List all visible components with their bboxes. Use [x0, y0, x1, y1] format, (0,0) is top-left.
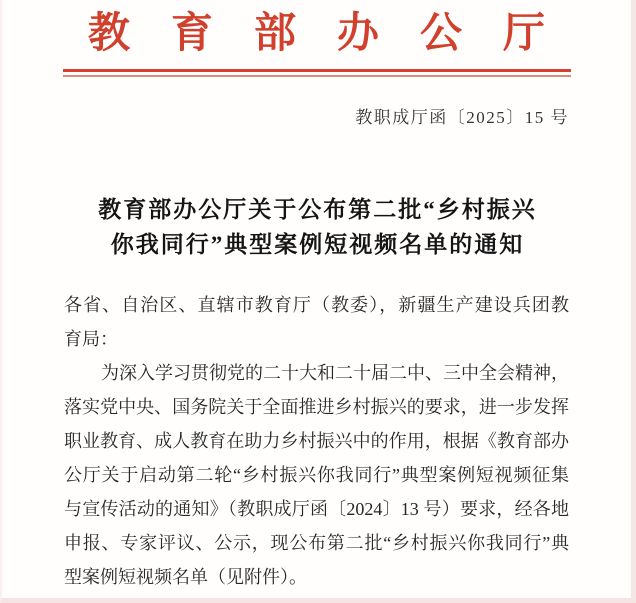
text-line: 型案例短视频名单（见附件）。: [64, 567, 307, 587]
notice-body: [64, 288, 569, 594]
notice-title-line-1: 教育部办公厅关于公布第二批“乡村振兴: [98, 197, 537, 222]
notice-paragraph: [64, 356, 569, 594]
text-line: 公厅关于启动第二轮“乡村振兴你我同行”典型案例短视频征集: [64, 465, 569, 485]
text-line: 职业教育、成人教育在助力乡村振兴中的作用，根据《教育部办: [64, 431, 569, 451]
text-line: 育局：: [64, 329, 118, 349]
red-divider-thin-rule: [63, 75, 571, 77]
text-line: 落实党中央、国务院关于全面推进乡村振兴的要求，进一步发挥: [64, 397, 569, 417]
salutation: [64, 288, 569, 356]
agency-masthead: [2, 0, 631, 58]
red-divider: [63, 69, 571, 77]
notice-title: [55, 192, 578, 262]
text-line: 各省、自治区、直辖市教育厅（教委），新疆生产建设兵团教: [64, 295, 569, 315]
text-line: 与宣传活动的通知》（教职成厅函〔2024〕13 号）要求，经各地: [64, 499, 569, 519]
doc-number: 教职成厅函〔2025〕15 号: [355, 108, 569, 127]
text-line: 申报、专家评议、公示，现公布第二批“乡村振兴你我同行”典: [64, 533, 569, 553]
notice-title-line-2: 你我同行”典型案例短视频名单的通知: [110, 232, 525, 257]
red-divider-thick-rule: [63, 69, 571, 72]
text-line: 为深入学习贯彻党的二十大和二十届二中、三中全会精神，: [101, 363, 569, 383]
agency-name: 教育部办公厅: [87, 11, 586, 57]
